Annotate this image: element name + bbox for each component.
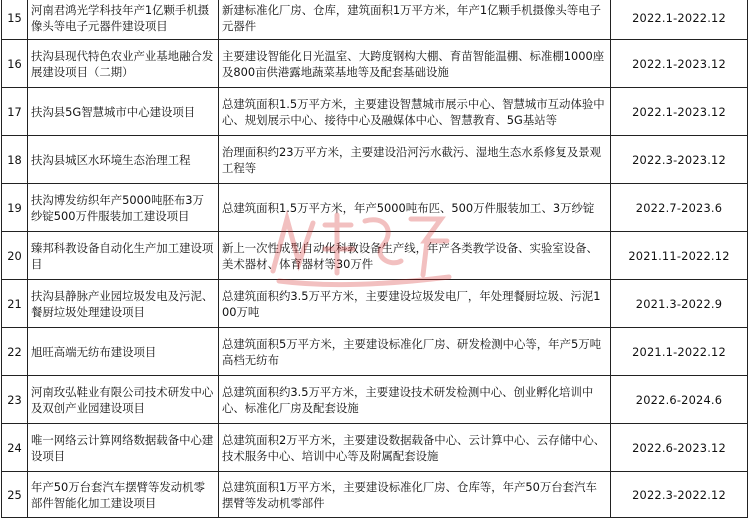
project-name: 扶沟县现代特色农业产业基地融合发展建设项目（二期） [28,40,219,88]
project-name: 扶沟县静脉产业园垃圾发电及污泥、餐厨垃圾处理建设项目 [28,280,219,328]
row-number: 22 [2,328,28,376]
project-period: 2021.3-2022.9 [611,280,748,328]
project-name: 扶沟县城区水环境生态治理工程 [28,136,219,184]
project-content: 新上一次性成型自动化科教设备生产线，年产各类教学设备、实验室设备、美术器材、体育器材等30万件 [219,232,611,280]
table-row [2,328,748,376]
row-number: 24 [2,424,28,472]
table-row [2,136,748,184]
project-period: 2021.1-2022.12 [611,328,748,376]
project-content: 总建筑面积2万平方米，主要建设数据载备中心、云计算中心、云存储中心、技术服务中心、培训中心等及附属配套设施 [219,424,611,472]
row-number: 21 [2,280,28,328]
project-content: 总建筑面积1.5万平方米，主要建设智慧城市展示中心、智慧城市互动体验中心、规划展示中心、接待中心及融媒体中心、智慧教育、5G基站等 [219,88,611,136]
project-name: 扶沟县5G智慧城市中心建设项目 [28,88,219,136]
table-row [2,376,748,424]
project-table [1,0,748,518]
row-number: 19 [2,184,28,232]
project-content: 总建筑面积1.5万平方米，年产5000吨布匹、500万件服装加工、3万纱锭 [219,184,611,232]
project-period: 2022.1-2022.12 [611,0,748,40]
row-number: 17 [2,88,28,136]
table-row [2,88,748,136]
table-row [2,232,748,280]
row-number: 15 [2,0,28,40]
project-name: 年产50万台套汽车摆臂等发动机零部件智能化加工建设项目 [28,472,219,518]
project-content: 总建筑面积5万平方米，主要建设标准化厂房、研发检测中心等，年产5万吨高档无纺布 [219,328,611,376]
project-name: 河南君鸿光学科技年产1亿颗手机摄像头等电子元器件建设项目 [28,0,219,40]
project-content: 总建筑面积1万平方米，主要建设标准化厂房、仓库等，年产50万台套汽车摆臂等发动机零部件 [219,472,611,518]
project-period: 2021.11-2022.12 [611,232,748,280]
row-number: 18 [2,136,28,184]
project-period: 2022.6-2024.6 [611,376,748,424]
row-number: 16 [2,40,28,88]
project-name: 河南玫弘鞋业有限公司技术研发中心及双创产业园建设项目 [28,376,219,424]
row-number: 20 [2,232,28,280]
table-row [2,0,748,40]
project-period: 2022.7-2023.6 [611,184,748,232]
project-name: 扶沟博发纺织年产5000吨胚布3万纱锭500万件服装加工建设项目 [28,184,219,232]
project-content: 新建标准化厂房、仓库，建筑面积1万平方米，年产1亿颗手机摄像头等电子元器件 [219,0,611,40]
project-content: 总建筑面积约3.5万平方米，主要建设垃圾发电厂，年处理餐厨垃圾、污泥100万吨 [219,280,611,328]
project-content: 治理面积约23万平方米，主要建设沿河污水截污、湿地生态水系修复及景观工程等 [219,136,611,184]
project-period: 2022.1-2023.12 [611,88,748,136]
project-name: 唯一网络云计算网络数据载备中心建设项目 [28,424,219,472]
table-row [2,472,748,518]
project-name: 臻邦科教设备自动化生产加工建设项目 [28,232,219,280]
project-content: 主要建设智能化日光温室、大跨度钢构大棚、育苗智能温棚、标准棚1000座及800亩供港露地蔬菜基地等及配套基础设施 [219,40,611,88]
project-name: 旭旺高端无纺布建设项目 [28,328,219,376]
project-content: 总建筑面积约3.5万平方米，主要建设技术研发检测中心、创业孵化培训中心、标准化厂房及配套设施 [219,376,611,424]
table-row [2,40,748,88]
table-row [2,184,748,232]
project-period: 2022.6-2023.12 [611,424,748,472]
table-row [2,280,748,328]
table-row [2,424,748,472]
row-number: 23 [2,376,28,424]
row-number: 25 [2,472,28,518]
project-period: 2022.3-2022.12 [611,472,748,518]
project-period: 2022.1-2023.12 [611,40,748,88]
project-period: 2022.3-2023.12 [611,136,748,184]
